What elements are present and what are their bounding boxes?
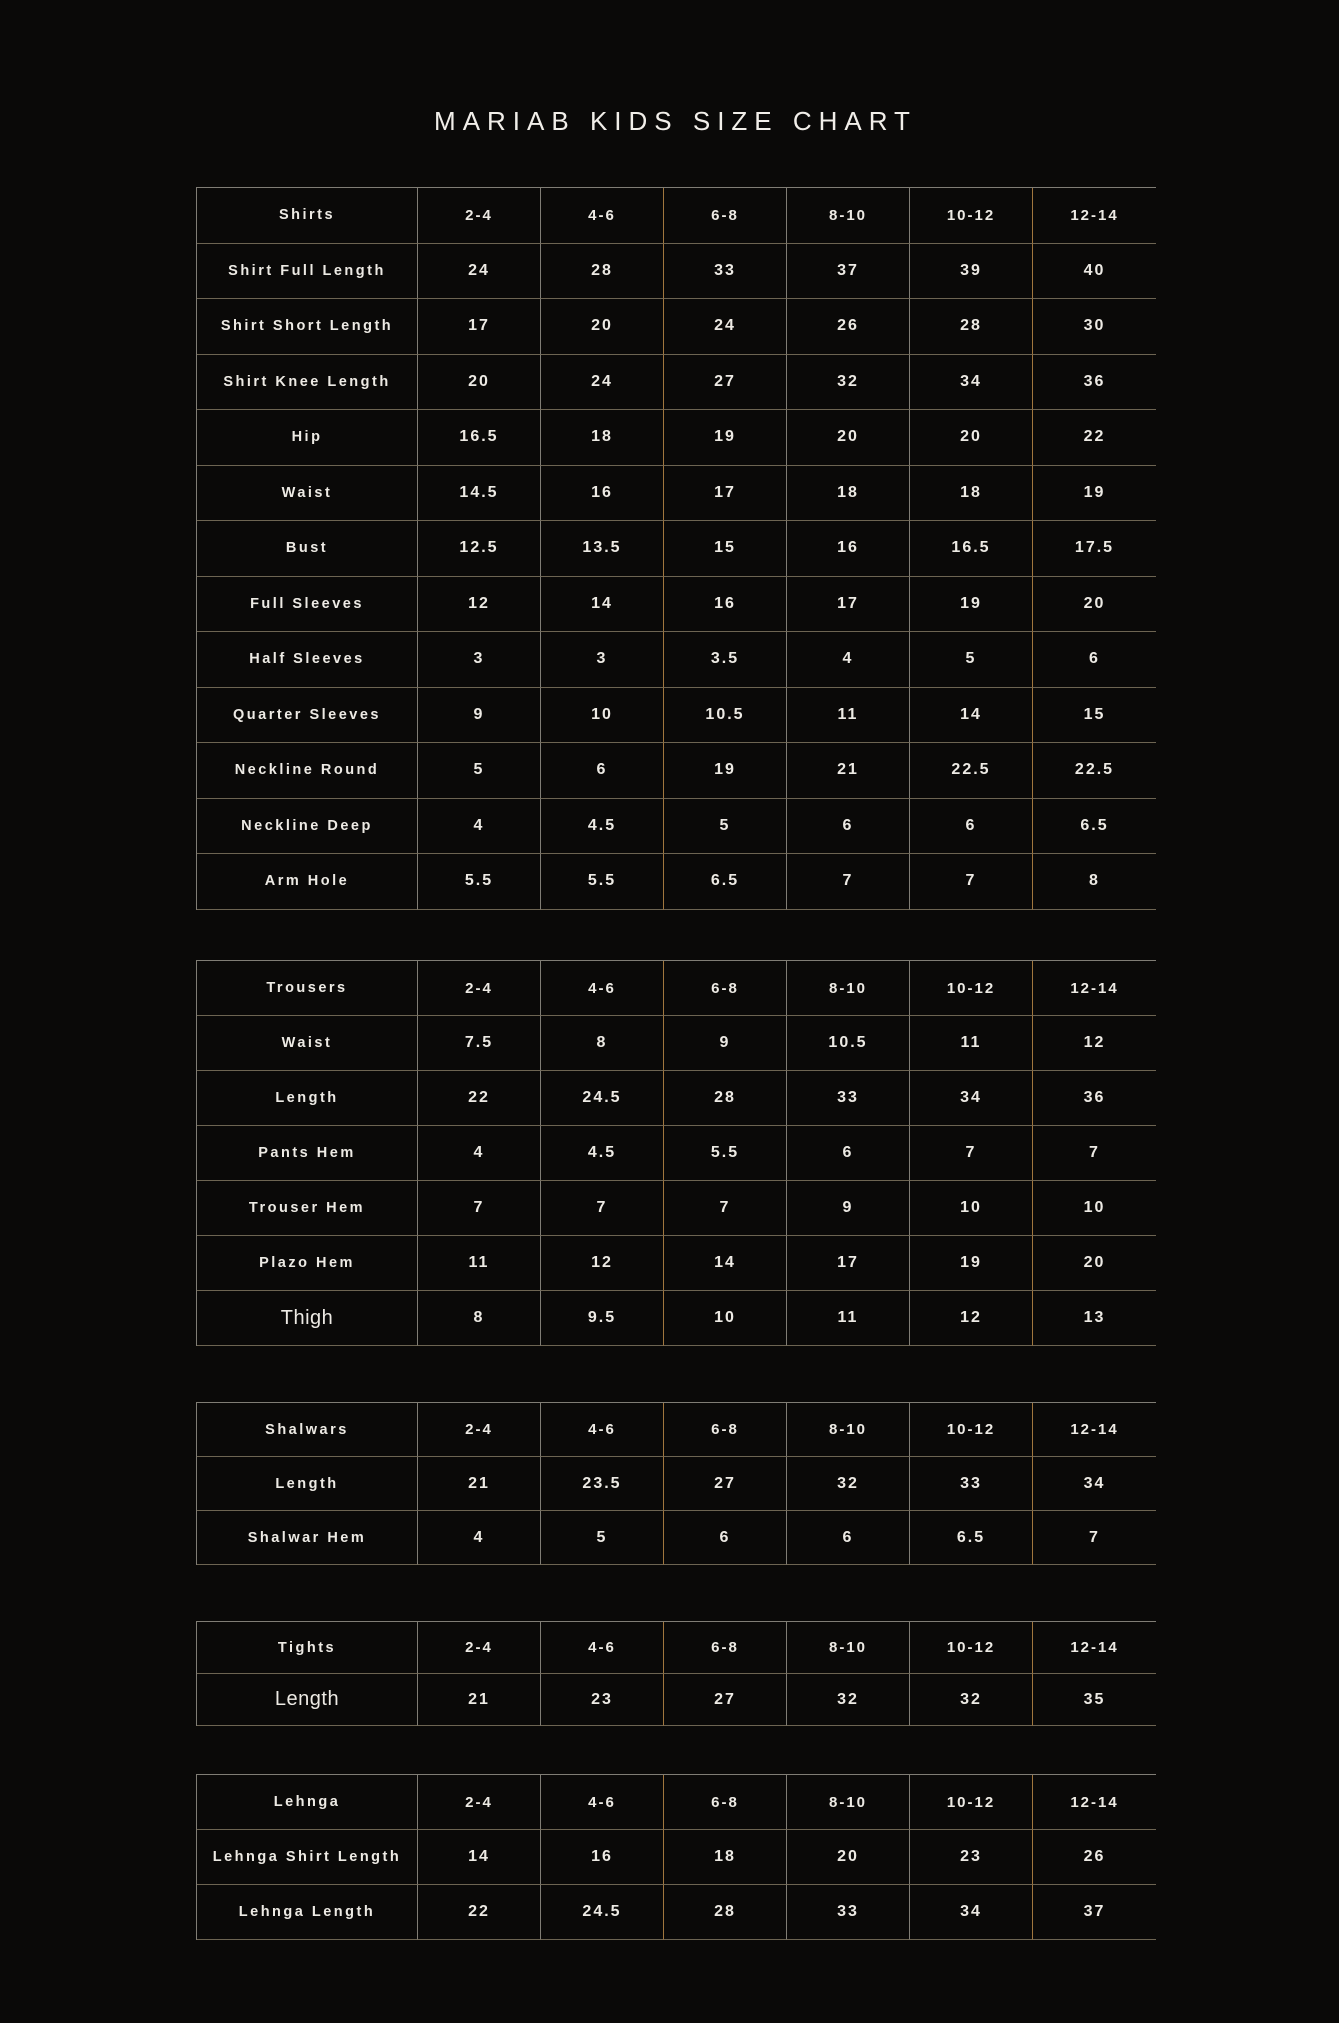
row-label: Plazo Hem: [197, 1236, 418, 1291]
size-value: 12: [1033, 1016, 1156, 1071]
row-label: Length: [197, 1071, 418, 1126]
size-column-header: 8-10: [787, 1403, 910, 1457]
row-label: Half Sleeves: [197, 632, 418, 688]
size-value: 14: [418, 1830, 541, 1885]
size-value: 30: [1033, 299, 1156, 355]
size-value: 34: [910, 1885, 1033, 1940]
size-value: 22: [1033, 410, 1156, 466]
size-table-tights: [196, 1621, 1156, 1726]
row-label: Pants Hem: [197, 1126, 418, 1181]
size-value: 5.5: [418, 854, 541, 910]
size-value: 28: [664, 1071, 787, 1126]
size-value: 18: [910, 466, 1033, 522]
size-value: 7: [787, 854, 910, 910]
size-table-shirts: [196, 187, 1156, 910]
size-value: 4.5: [541, 1126, 664, 1181]
size-value: 6: [787, 1126, 910, 1181]
size-value: 20: [541, 299, 664, 355]
row-label: Thigh: [197, 1291, 418, 1346]
row-label: Shirt Knee Length: [197, 355, 418, 411]
size-value: 4: [787, 632, 910, 688]
size-column-header: 10-12: [910, 188, 1033, 244]
size-value: 5: [664, 799, 787, 855]
size-value: 32: [787, 1674, 910, 1726]
size-value: 17: [418, 299, 541, 355]
size-value: 28: [541, 244, 664, 300]
size-value: 7: [1033, 1511, 1156, 1565]
size-column-header: 4-6: [541, 1403, 664, 1457]
size-value: 19: [1033, 466, 1156, 522]
size-value: 21: [418, 1457, 541, 1511]
size-value: 10: [910, 1181, 1033, 1236]
size-column-header: 2-4: [418, 1403, 541, 1457]
size-value: 10.5: [664, 688, 787, 744]
size-value: 26: [787, 299, 910, 355]
row-label: Neckline Deep: [197, 799, 418, 855]
size-column-header: 2-4: [418, 1775, 541, 1830]
size-value: 6.5: [910, 1511, 1033, 1565]
size-value: 21: [418, 1674, 541, 1726]
size-value: 16: [787, 521, 910, 577]
row-label: Shirt Short Length: [197, 299, 418, 355]
size-column-header: 12-14: [1033, 1775, 1156, 1830]
size-value: 12: [541, 1236, 664, 1291]
size-value: 16.5: [418, 410, 541, 466]
size-value: 6.5: [1033, 799, 1156, 855]
size-column-header: 6-8: [664, 961, 787, 1016]
size-value: 15: [1033, 688, 1156, 744]
row-label: Waist: [197, 466, 418, 522]
size-value: 17.5: [1033, 521, 1156, 577]
size-column-header: 4-6: [541, 188, 664, 244]
size-value: 19: [910, 577, 1033, 633]
size-value: 4: [418, 799, 541, 855]
size-value: 33: [787, 1071, 910, 1126]
size-value: 35: [1033, 1674, 1156, 1726]
size-value: 24.5: [541, 1071, 664, 1126]
size-value: 23.5: [541, 1457, 664, 1511]
table-header-label: Trousers: [197, 961, 418, 1016]
size-column-header: 12-14: [1033, 1403, 1156, 1457]
row-label: Quarter Sleeves: [197, 688, 418, 744]
size-value: 37: [787, 244, 910, 300]
size-value: 22.5: [1033, 743, 1156, 799]
size-value: 4: [418, 1126, 541, 1181]
size-value: 8: [418, 1291, 541, 1346]
size-value: 17: [787, 1236, 910, 1291]
size-value: 3: [418, 632, 541, 688]
size-value: 33: [664, 244, 787, 300]
table-header-label: Shalwars: [197, 1403, 418, 1457]
size-column-header: 12-14: [1033, 961, 1156, 1016]
size-value: 6: [541, 743, 664, 799]
size-column-header: 8-10: [787, 1775, 910, 1830]
size-value: 7.5: [418, 1016, 541, 1071]
size-value: 4: [418, 1511, 541, 1565]
size-value: 20: [1033, 577, 1156, 633]
size-value: 14: [664, 1236, 787, 1291]
row-label: Length: [197, 1457, 418, 1511]
size-value: 10: [1033, 1181, 1156, 1236]
size-value: 34: [910, 1071, 1033, 1126]
size-value: 7: [910, 854, 1033, 910]
size-value: 37: [1033, 1885, 1156, 1940]
row-label: Lehnga Shirt Length: [197, 1830, 418, 1885]
size-column-header: 6-8: [664, 1622, 787, 1674]
size-column-header: 2-4: [418, 1622, 541, 1674]
size-value: 6: [664, 1511, 787, 1565]
size-value: 6: [787, 1511, 910, 1565]
size-value: 8: [541, 1016, 664, 1071]
size-value: 20: [418, 355, 541, 411]
size-value: 27: [664, 1674, 787, 1726]
size-value: 22: [418, 1071, 541, 1126]
size-column-header: 8-10: [787, 1622, 910, 1674]
size-value: 7: [664, 1181, 787, 1236]
size-value: 39: [910, 244, 1033, 300]
size-value: 23: [910, 1830, 1033, 1885]
size-table-shalwars: [196, 1402, 1156, 1565]
size-value: 34: [910, 355, 1033, 411]
size-value: 9: [664, 1016, 787, 1071]
size-value: 16: [664, 577, 787, 633]
size-value: 16.5: [910, 521, 1033, 577]
size-value: 34: [1033, 1457, 1156, 1511]
size-value: 3: [541, 632, 664, 688]
size-column-header: 6-8: [664, 1403, 787, 1457]
size-value: 33: [787, 1885, 910, 1940]
size-table-trousers: [196, 960, 1156, 1346]
size-column-header: 12-14: [1033, 188, 1156, 244]
size-column-header: 10-12: [910, 1403, 1033, 1457]
size-value: 13: [1033, 1291, 1156, 1346]
size-value: 14: [910, 688, 1033, 744]
size-value: 3.5: [664, 632, 787, 688]
row-label: Bust: [197, 521, 418, 577]
size-value: 5.5: [664, 1126, 787, 1181]
size-value: 11: [418, 1236, 541, 1291]
size-value: 18: [541, 410, 664, 466]
size-column-header: 10-12: [910, 961, 1033, 1016]
size-value: 19: [910, 1236, 1033, 1291]
size-column-header: 6-8: [664, 188, 787, 244]
size-value: 11: [787, 1291, 910, 1346]
row-label: Length: [197, 1674, 418, 1726]
size-value: 40: [1033, 244, 1156, 300]
size-value: 14.5: [418, 466, 541, 522]
size-value: 20: [1033, 1236, 1156, 1291]
size-column-header: 4-6: [541, 1622, 664, 1674]
size-value: 27: [664, 1457, 787, 1511]
size-value: 20: [910, 410, 1033, 466]
size-value: 9: [418, 688, 541, 744]
size-column-header: 10-12: [910, 1622, 1033, 1674]
size-column-header: 10-12: [910, 1775, 1033, 1830]
size-value: 21: [787, 743, 910, 799]
size-value: 24: [541, 355, 664, 411]
row-label: Full Sleeves: [197, 577, 418, 633]
table-header-label: Shirts: [197, 188, 418, 244]
size-value: 18: [787, 466, 910, 522]
row-label: Trouser Hem: [197, 1181, 418, 1236]
size-value: 13.5: [541, 521, 664, 577]
size-column-header: 2-4: [418, 188, 541, 244]
row-label: Hip: [197, 410, 418, 466]
size-value: 17: [664, 466, 787, 522]
size-value: 26: [1033, 1830, 1156, 1885]
page-title: MARIAB KIDS SIZE CHART: [434, 106, 917, 136]
size-value: 7: [418, 1181, 541, 1236]
size-value: 20: [787, 1830, 910, 1885]
size-value: 24: [418, 244, 541, 300]
size-column-header: 2-4: [418, 961, 541, 1016]
size-value: 28: [664, 1885, 787, 1940]
row-label: Lehnga Length: [197, 1885, 418, 1940]
size-value: 6: [1033, 632, 1156, 688]
size-value: 9.5: [541, 1291, 664, 1346]
size-value: 12: [418, 577, 541, 633]
size-value: 14: [541, 577, 664, 633]
size-value: 16: [541, 466, 664, 522]
table-header-label: Tights: [197, 1622, 418, 1674]
size-value: 6: [910, 799, 1033, 855]
size-value: 28: [910, 299, 1033, 355]
size-value: 23: [541, 1674, 664, 1726]
size-column-header: 8-10: [787, 188, 910, 244]
size-value: 19: [664, 410, 787, 466]
size-value: 27: [664, 355, 787, 411]
size-value: 18: [664, 1830, 787, 1885]
size-value: 22.5: [910, 743, 1033, 799]
size-value: 24.5: [541, 1885, 664, 1940]
size-value: 6.5: [664, 854, 787, 910]
size-value: 5: [418, 743, 541, 799]
row-label: Waist: [197, 1016, 418, 1071]
size-value: 36: [1033, 1071, 1156, 1126]
size-value: 10.5: [787, 1016, 910, 1071]
size-column-header: 4-6: [541, 1775, 664, 1830]
size-value: 24: [664, 299, 787, 355]
size-column-header: 6-8: [664, 1775, 787, 1830]
row-label: Neckline Round: [197, 743, 418, 799]
row-label: Arm Hole: [197, 854, 418, 910]
size-value: 7: [541, 1181, 664, 1236]
size-value: 7: [1033, 1126, 1156, 1181]
size-value: 12: [910, 1291, 1033, 1346]
size-value: 11: [910, 1016, 1033, 1071]
size-column-header: 12-14: [1033, 1622, 1156, 1674]
size-value: 5: [541, 1511, 664, 1565]
size-table-lehnga: [196, 1774, 1156, 1940]
row-label: Shalwar Hem: [197, 1511, 418, 1565]
size-value: 19: [664, 743, 787, 799]
size-value: 5: [910, 632, 1033, 688]
size-value: 15: [664, 521, 787, 577]
size-value: 22: [418, 1885, 541, 1940]
size-value: 5.5: [541, 854, 664, 910]
size-value: 6: [787, 799, 910, 855]
size-value: 4.5: [541, 799, 664, 855]
size-value: 11: [787, 688, 910, 744]
size-column-header: 4-6: [541, 961, 664, 1016]
size-value: 9: [787, 1181, 910, 1236]
size-value: 33: [910, 1457, 1033, 1511]
row-label: Shirt Full Length: [197, 244, 418, 300]
size-value: 7: [910, 1126, 1033, 1181]
size-value: 32: [910, 1674, 1033, 1726]
size-value: 10: [541, 688, 664, 744]
size-value: 36: [1033, 355, 1156, 411]
size-value: 16: [541, 1830, 664, 1885]
size-value: 20: [787, 410, 910, 466]
size-value: 32: [787, 355, 910, 411]
size-value: 32: [787, 1457, 910, 1511]
size-value: 12.5: [418, 521, 541, 577]
size-value: 10: [664, 1291, 787, 1346]
size-value: 17: [787, 577, 910, 633]
size-value: 8: [1033, 854, 1156, 910]
table-header-label: Lehnga: [197, 1775, 418, 1830]
size-column-header: 8-10: [787, 961, 910, 1016]
